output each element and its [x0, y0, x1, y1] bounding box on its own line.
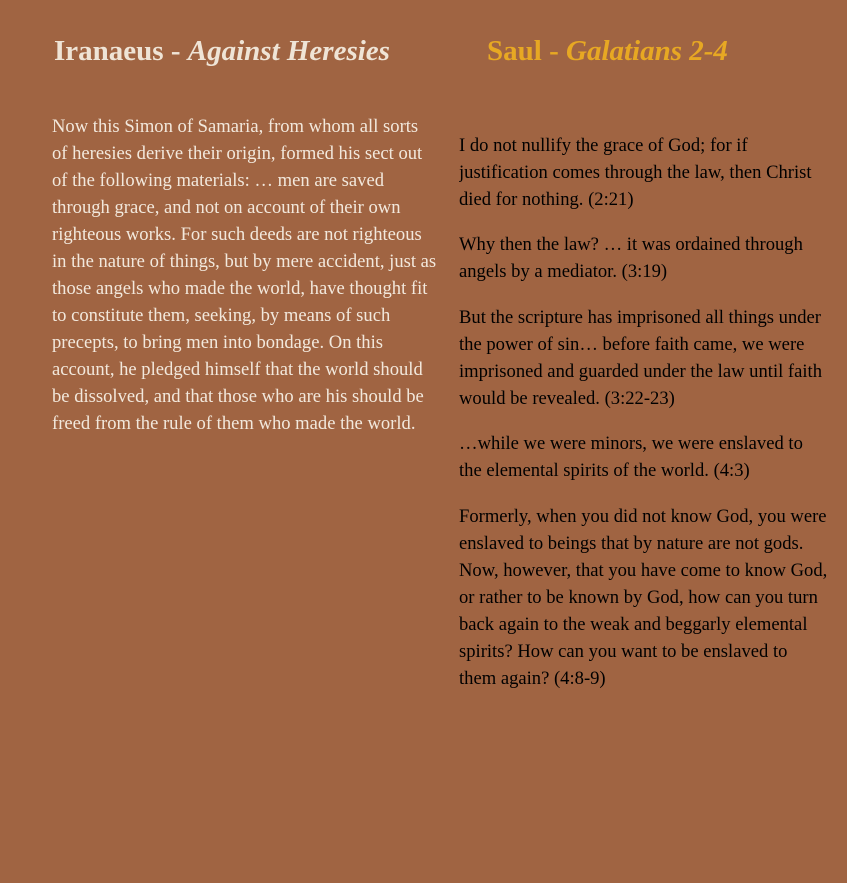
galatians-passage-4-8-9: Formerly, when you did not know God, you were enslaved to beings that by nature are not gods. Now, however, that you have come to know God, or rather to be known by God, how can you turn back again to the weak and beggarly elemental spirits? How can you want to be enslaved to them again? (4:8-9): [459, 505, 828, 689]
irenaeus-heading: [54, 33, 390, 69]
galatians-passage-2-21: I do not nullify the grace of God; for if justification comes through the law, then Christ died for nothing. (2:21): [459, 134, 812, 210]
irenaeus-work-title: Against Heresies: [187, 35, 390, 67]
galatians-author: Saul: [487, 35, 542, 67]
irenaeus-author: Iranaeus: [54, 35, 164, 67]
galatians-passages-viewport: [459, 113, 829, 825]
galatians-heading-separator: -: [541, 35, 566, 67]
galatians-passages: [459, 113, 829, 711]
galatians-passage-3-19: Why then the law? … it was ordained through angels by a mediator. (3:19): [459, 234, 803, 283]
galatians-heading: [487, 33, 728, 69]
galatians-work-title: Galatians 2-4: [566, 35, 728, 67]
galatians-passage-4-3: …while we were minors, we were enslaved to the elemental spirits of the world. (4:3): [459, 433, 803, 482]
irenaeus-quote: Now this Simon of Samaria, from whom all sorts of heresies derive their origin, formed his sect out of the following materials: … men are saved through grace, and not on account of their own righteous works. For such deeds are not righteous in the nature of things, but by mere accident, just as those angels who made the world, have thought fit to constitute them, seeking, by means of such precepts, to bring men into bondage. On this account, he pledged himself that the world should be dissolved, and that those who are his should be freed from the rule of them who made the world.: [52, 116, 437, 434]
irenaeus-heading-separator: -: [163, 35, 188, 67]
galatians-passage-3-22-23: But the scripture has imprisoned all things under the power of sin… before faith came, we were imprisoned and guarded under the law until faith would be revealed. (3:22-23): [459, 306, 822, 409]
